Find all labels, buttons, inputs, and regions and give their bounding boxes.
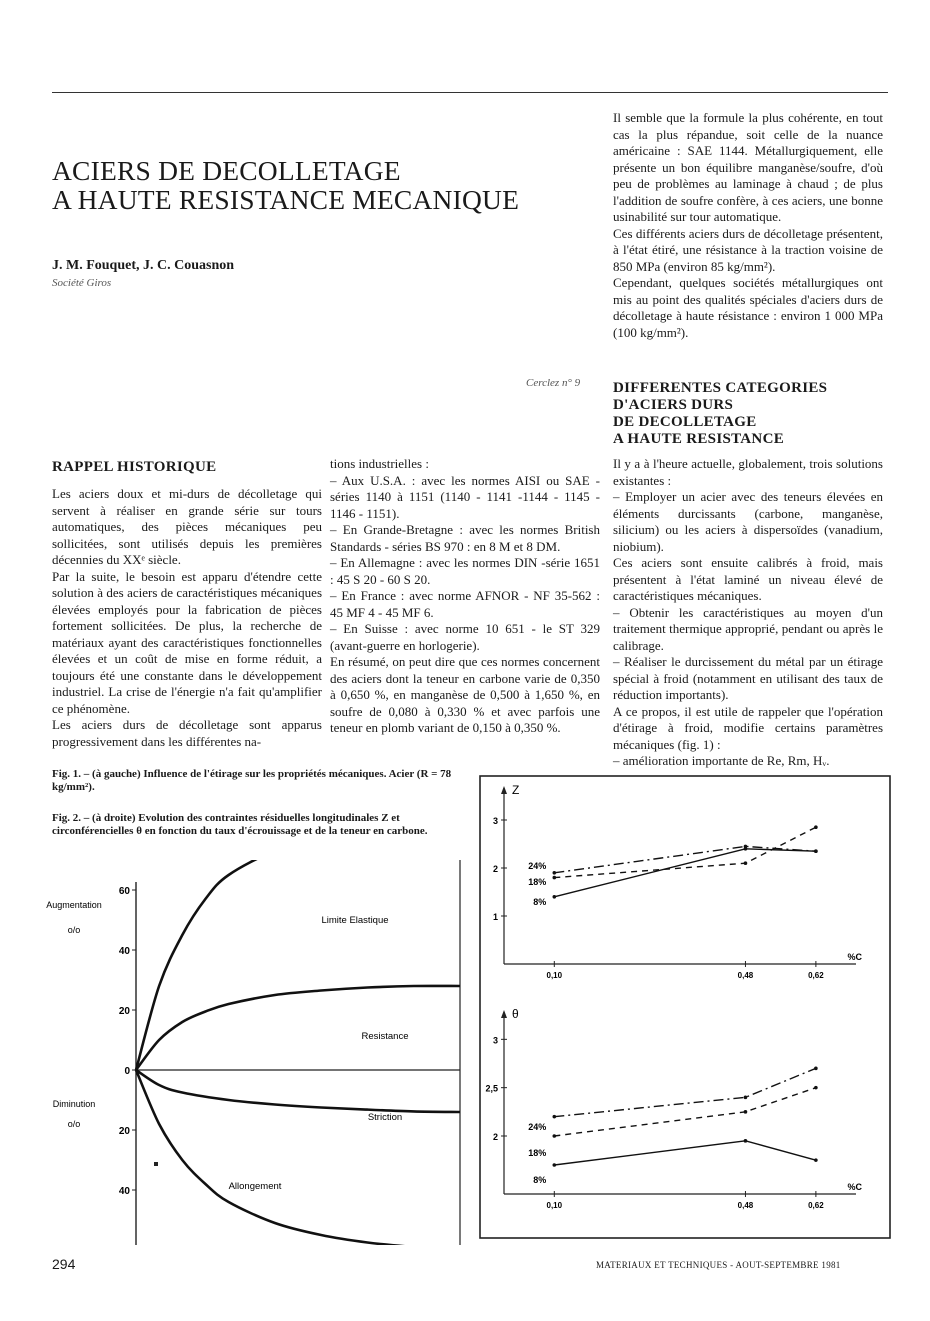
paragraph: Il y a à l'heure actuelle, globalement, trois solutions existantes :: [613, 456, 883, 488]
paragraph: – En France : avec norme AFNOR - NF 35-562 : 45 MF 4 - 45 MF 6.: [330, 588, 600, 620]
paragraph: En résumé, on peut dire que ces normes concernent des aciers dont la teneur en carbone varie de 0,350 à 0,650 %, en manganèse de 0,500 à 1,650 %, en soufre de 0,080 à 0,330 % et avec parfois une teneur en plomb variant de 0,150 à 0,350 %.: [330, 654, 600, 735]
y-axis-arrow-theta: [501, 1010, 507, 1018]
paragraph: Cependant, quelques sociétés métallurgiques ont mis au point des qualités spéciales d'aciers durs de décolletage à haute résistance : environ 1 000 MPa (100 kg/mm²).: [613, 275, 883, 340]
data-point: [553, 895, 557, 899]
series-label: Striction: [367, 1112, 403, 1123]
data-point: [744, 1096, 748, 1100]
top-rule: [52, 92, 888, 93]
x-tick-label: 0,10: [546, 971, 563, 980]
paragraph: A ce propos, il est utile de rappeler que l'opération d'étirage à froid, modifie certains paramètres mécaniques (fig. 1) :: [613, 703, 883, 752]
y-axis-arrow-z: [501, 786, 507, 794]
x-tick-label: 0,48: [737, 971, 754, 980]
figure-2-chart: [478, 772, 898, 1242]
paragraph: Ces aciers sont ensuite calibrés à froid, mais présentent à l'état laminé un niveau élevé de caractéristiques mécaniques.: [613, 555, 883, 603]
series-label: 8%: [533, 1175, 547, 1185]
x-tick-label: 0,62: [808, 971, 824, 980]
series-line-8pct: [554, 849, 816, 897]
series-label: Allongement: [228, 1181, 282, 1192]
series-label: Limite Elastique: [321, 915, 389, 926]
x-tick-label: 0,48: [737, 1201, 754, 1210]
paragraph: tions industrielles :: [330, 456, 429, 471]
column-3-bottom: [613, 456, 883, 770]
section-heading-categories: [613, 380, 827, 448]
data-point: [553, 876, 557, 880]
paragraph: – En Grande-Bretagne : avec les normes British Standards - séries BS 970 : en 8 M et 8 DM.: [330, 522, 600, 554]
series-label: 8%: [533, 897, 547, 907]
heading-line: A HAUTE RESISTANCE: [613, 431, 785, 447]
x-axis-label: %C: [847, 1182, 862, 1192]
paragraph: – Aux U.S.A. : avec les normes AISI ou SAE - séries 1140 à 1151 (1140 - 1141 -1144 - 1145 - 1146 - 1151).: [330, 472, 600, 521]
data-point: [814, 1158, 818, 1162]
series-line-24pct: [554, 1068, 816, 1116]
y-tick-label: 3: [492, 816, 498, 826]
y-axis-label-bottom-unit: o/o: [67, 1119, 81, 1129]
y-tick-label: 2,5: [485, 1083, 498, 1094]
column-1: [52, 486, 322, 750]
paragraph: Les aciers durs de décolletage sont apparus progressivement dans les différentes na-: [52, 717, 322, 749]
heading-line: DE DECOLLETAGE: [613, 414, 757, 430]
paragraph: – Obtenir les caractéristiques au moyen d'un traitement thermique approprié, pendant ou après le calibrage.: [613, 604, 883, 653]
paragraph: – Réaliser le durcissement du métal par un étirage spécial à froid (notamment en utilisant des taux de réduction importants).: [613, 654, 883, 702]
data-point: [553, 1134, 557, 1138]
series-label: 18%: [528, 877, 547, 887]
data-point: [814, 849, 818, 853]
y-tick-label: 40: [118, 1186, 130, 1197]
y-axis-label-top-unit: o/o: [67, 925, 81, 935]
y-tick-label: 0: [124, 1066, 130, 1077]
series-line-resistance: [136, 986, 460, 1070]
y-tick-label: 2: [492, 1132, 498, 1142]
reader-service-number: Cerclez n° 9: [526, 377, 581, 389]
paragraph: – Employer un acier avec des teneurs élevées en éléments durcissants (carbone, manganèse, silicium) ou les aciers à dispersoïdes (vanadium, niobium).: [613, 489, 883, 554]
paragraph: – En Allemagne : avec les normes DIN -série 1651 : 45 S 20 - 60 S 20.: [330, 555, 600, 587]
column-2: [330, 456, 600, 737]
data-point: [744, 861, 748, 865]
y-tick-label: 3: [492, 1035, 498, 1046]
paragraph: Il semble que la formule la plus cohérente, en tout cas la plus répandue, soit celle de la nuance américaine : SAE 1144. Métallurgiquement, elle présente un bon équilibre manganèse/soufre, d'où peu de problèmes au laminage à chaud ; de plus l'addition de soufre confère, à ces aciers, une bonne usinabilité sur tour automatique.: [613, 110, 883, 224]
x-tick-label: 0,62: [808, 1201, 824, 1210]
y-axis-label-bottom: Diminution: [52, 1099, 96, 1109]
figure-2-caption: Fig. 2. – (à droite) Evolution des contraintes résiduelles longitudinales Z et circonférencielles θ en fonction du taux d'écrouissage et de la teneur en carbone.: [52, 812, 428, 837]
series-label: 24%: [528, 1122, 547, 1132]
paragraph: Ces différents aciers durs de décolletage présentent, à l'état étiré, une résistance à la traction voisine de 850 MPa (environ 85 kg/mm²).: [613, 225, 883, 274]
series-line-striction: [136, 1070, 460, 1112]
data-point: [553, 871, 557, 875]
series-line-18pct: [554, 1088, 816, 1136]
paragraph: – En Suisse : avec norme 10 651 - le ST 329 (avant-guerre en horlogerie).: [330, 621, 600, 653]
y-tick-label: 20: [118, 1006, 130, 1017]
series-label: 18%: [528, 1148, 547, 1158]
paragraph: – amélioration importante de Re, Rm, Hᵥ.: [613, 753, 830, 768]
y-tick-label: 60: [118, 886, 130, 897]
data-point: [553, 1115, 557, 1119]
title-line-1: ACIERS DE DECOLLETAGE: [52, 155, 401, 186]
data-point: [744, 1139, 748, 1143]
journal-footer: MATERIAUX ET TECHNIQUES - AOUT-SEPTEMBRE 1981: [596, 1260, 841, 1270]
page-number: 294: [52, 1256, 76, 1272]
y-axis-label: θ: [512, 1007, 519, 1021]
title-line-2: A HAUTE RESISTANCE MECANIQUE: [52, 184, 520, 215]
y-axis-label: Z: [512, 783, 520, 797]
x-axis-label: %C: [847, 952, 862, 962]
y-axis-label-top: Augmentation: [46, 900, 102, 910]
data-point: [744, 1110, 748, 1114]
speck-mark: [154, 1162, 158, 1166]
heading-line: D'ACIERS DURS: [613, 397, 734, 413]
column-3-top: [613, 110, 883, 341]
article-title: [52, 156, 572, 214]
paragraph: Par la suite, le besoin est apparu d'étendre cette solution à des aciers de caractéristiques mécaniques élevées employés pour la fabrication de pièces fortement sollicitées. De plus, la recherche de matériaux ayant des caractéristiques fonctionnelles élevées et un coût de mise en forme réduit, a toujours été une constante dans le développement industriel. La crise de l'énergie n'a fait qu'amplifier ce phénomène.: [52, 568, 322, 716]
authors: J. M. Fouquet, J. C. Couasnon: [52, 258, 235, 273]
series-line-18pct: [554, 827, 816, 877]
data-point: [814, 1067, 818, 1071]
figure-1-chart: [30, 860, 480, 1245]
section-heading-rappel: RAPPEL HISTORIQUE: [52, 459, 217, 475]
paragraph: Les aciers doux et mi-durs de décolletage qui servent à réaliser en grande série sur tours automatiques, des pièces mécaniques peu sollicitées, sont utilisés depuis les premières décennies du XXᵉ siècle.: [52, 486, 322, 567]
y-tick-label: 40: [118, 946, 130, 957]
series-line-allongement: [136, 1070, 460, 1245]
figure-2-frame: [480, 776, 890, 1238]
y-tick-label: 20: [118, 1126, 130, 1137]
series-label: 24%: [528, 861, 547, 871]
series-label: Resistance: [361, 1031, 409, 1042]
data-point: [744, 847, 748, 851]
x-tick-label: 0,10: [546, 1201, 563, 1210]
y-tick-label: 2: [492, 864, 498, 874]
data-point: [814, 1086, 818, 1090]
y-tick-label: 1: [492, 912, 498, 922]
series-line-8pct: [554, 1141, 816, 1165]
data-point: [553, 1163, 557, 1167]
figure-1-caption: Fig. 1. – (à gauche) Influence de l'étirage sur les propriétés mécaniques. Acier (R = 78 kg/mm²).: [52, 768, 452, 793]
data-point: [814, 825, 818, 829]
series-line-limite-elastique: [136, 860, 460, 1070]
heading-line: DIFFERENTES CATEGORIES: [613, 380, 828, 396]
affiliation: Société Giros: [52, 277, 112, 289]
